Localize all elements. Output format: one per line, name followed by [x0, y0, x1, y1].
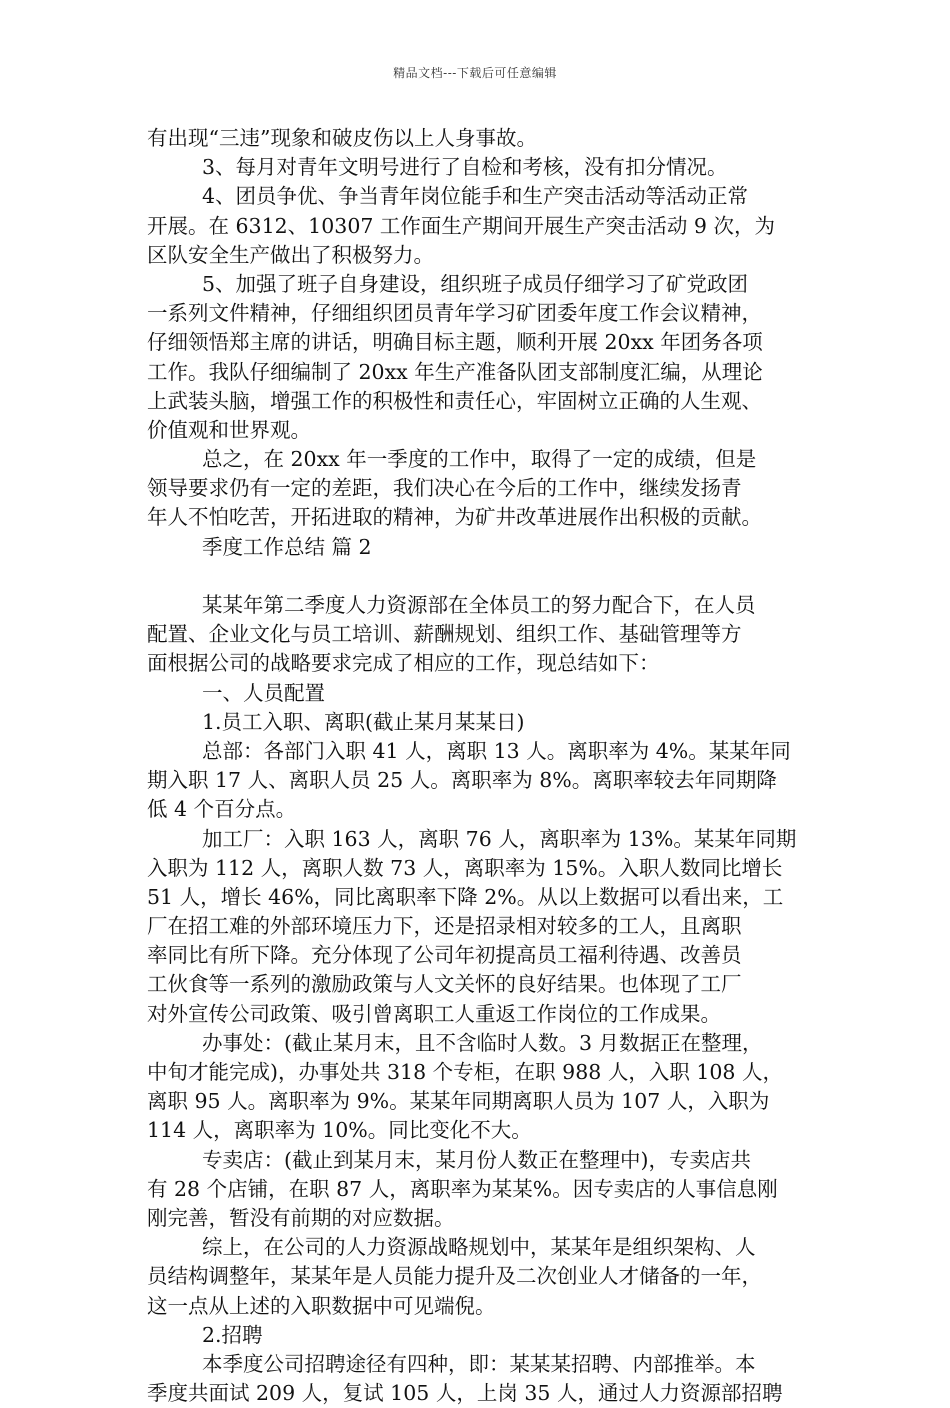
text-line: 离职 95 人。离职率为 9%。某某年同期离职人员为 107 人，入职为	[147, 1089, 770, 1114]
text-line: 加工厂：入职 163 人，离职 76 人，离职率为 13%。某某年同期	[202, 826, 797, 851]
text-line: 中旬才能完成)，办事处共 318 个专柜，在职 988 人，入职 108 人，	[147, 1060, 783, 1084]
text-line: 区队安全生产做出了积极努力。	[147, 242, 434, 267]
text-line: 入职为 112 人，离职人数 73 人，离职率为 15%。入职人数同比增长	[147, 855, 783, 880]
text-line: 刚完善，暂没有前期的对应数据。	[147, 1205, 455, 1230]
text-line: 厂在招工难的外部环境压力下，还是招录相对较多的工人，且离职	[147, 914, 742, 939]
text-line: 季度工作总结 篇 2	[202, 534, 372, 559]
text-line: 114 人，离职率为 10%。同比变化不大。	[147, 1118, 532, 1143]
text-line: 工伙食等一系列的激励政策与人文关怀的良好结果。也体现了工厂	[147, 972, 742, 997]
text-line: 有 28 个店铺，在职 87 人，离职率为某某%。因专卖店的人事信息刚	[147, 1176, 778, 1201]
text-line: 专卖店：(截止到某月末，某月份人数正在整理中)，专卖店共	[202, 1147, 751, 1172]
text-line: 2.招聘	[202, 1322, 263, 1347]
text-line: 总之，在 20xx 年一季度的工作中，取得了一定的成绩，但是	[202, 447, 757, 472]
text-line: 配置、企业文化与员工培训、薪酬规划、组织工作、基础管理等方	[147, 622, 742, 647]
text-line: 对外宣传公司政策、吸引曾离职工人重返工作岗位的工作成果。	[147, 1001, 721, 1026]
text-line: 领导要求仍有一定的差距，我们决心在今后的工作中，继续发扬青	[147, 476, 742, 501]
text-line: 一、人员配置	[202, 680, 325, 705]
text-line: 5、加强了班子自身建设，组织班子成员仔细学习了矿党政团	[202, 271, 749, 296]
text-line: 一系列文件精神，仔细组织团员青年学习矿团委年度工作会议精神，	[147, 301, 762, 326]
blank-line	[147, 562, 813, 591]
text-line: 面根据公司的战略要求完成了相应的工作，现总结如下：	[147, 651, 660, 676]
text-line: 员结构调整年，某某年是人员能力提升及二次创业人才储备的一年，	[147, 1264, 762, 1289]
text-line: 51 人，增长 46%，同比离职率下降 2%。从以上数据可以看出来，工	[147, 884, 784, 909]
text-line: 率同比有所下降。充分体现了公司年初提高员工福利待遇、改善员	[147, 943, 742, 968]
text-line: 办事处：(截止某月末，且不含临时人数。3 月数据正在整理，	[202, 1030, 763, 1055]
text-line: 低 4 个百分点。	[147, 797, 297, 822]
text-line: 价值观和世界观。	[147, 417, 311, 442]
text-line: 期入职 17 人、离职人员 25 人。离职率为 8%。离职率较去年同期降	[147, 768, 777, 793]
text-line: 某某年第二季度人力资源部在全体员工的努力配合下，在人员	[202, 593, 756, 617]
text-line: 仔细领悟郑主席的讲话，明确目标主题，顺利开展 20xx 年团务各项	[147, 330, 763, 355]
text-line: 综上，在公司的人力资源战略规划中，某某年是组织架构、人	[202, 1235, 756, 1260]
text-line: 季度共面试 209 人，复试 105 人，上岗 35 人，通过人力资源部招聘	[147, 1381, 783, 1406]
text-line: 这一点从上述的入职数据中可见端倪。	[147, 1293, 496, 1318]
text-line: 上武装头脑，增强工作的积极性和责任心，牢固树立正确的人生观、	[147, 388, 762, 413]
text-line: 1.员工入职、离职(截止某月某某日)	[202, 709, 525, 734]
text-line: 本季度公司招聘途径有四种，即：某某某招聘、内部推举。本	[202, 1351, 756, 1376]
text-line: 4、团员争优、争当青年岗位能手和生产突击活动等活动正常	[202, 184, 749, 209]
text-line: 3、每月对青年文明号进行了自检和考核，没有扣分情况。	[202, 155, 728, 180]
document-body	[147, 124, 813, 1408]
text-line: 总部：各部门入职 41 人，离职 13 人。离职率为 4%。某某年同	[202, 738, 791, 763]
text-line: 工作。我队仔细编制了 20xx 年生产准备队团支部制度汇编，从理论	[147, 359, 763, 384]
text-line: 开展。在 6312、10307 工作面生产期间开展生产突击活动 9 次，为	[147, 213, 775, 238]
text-line: 有出现“三违”现象和破皮伤以上人身事故。	[147, 126, 537, 150]
text-line: 年人不怕吃苦，开拓进取的精神，为矿井改革进展作出积极的贡献。	[147, 505, 762, 530]
page-header: 精品文档---下载后可任意编辑	[393, 66, 557, 80]
